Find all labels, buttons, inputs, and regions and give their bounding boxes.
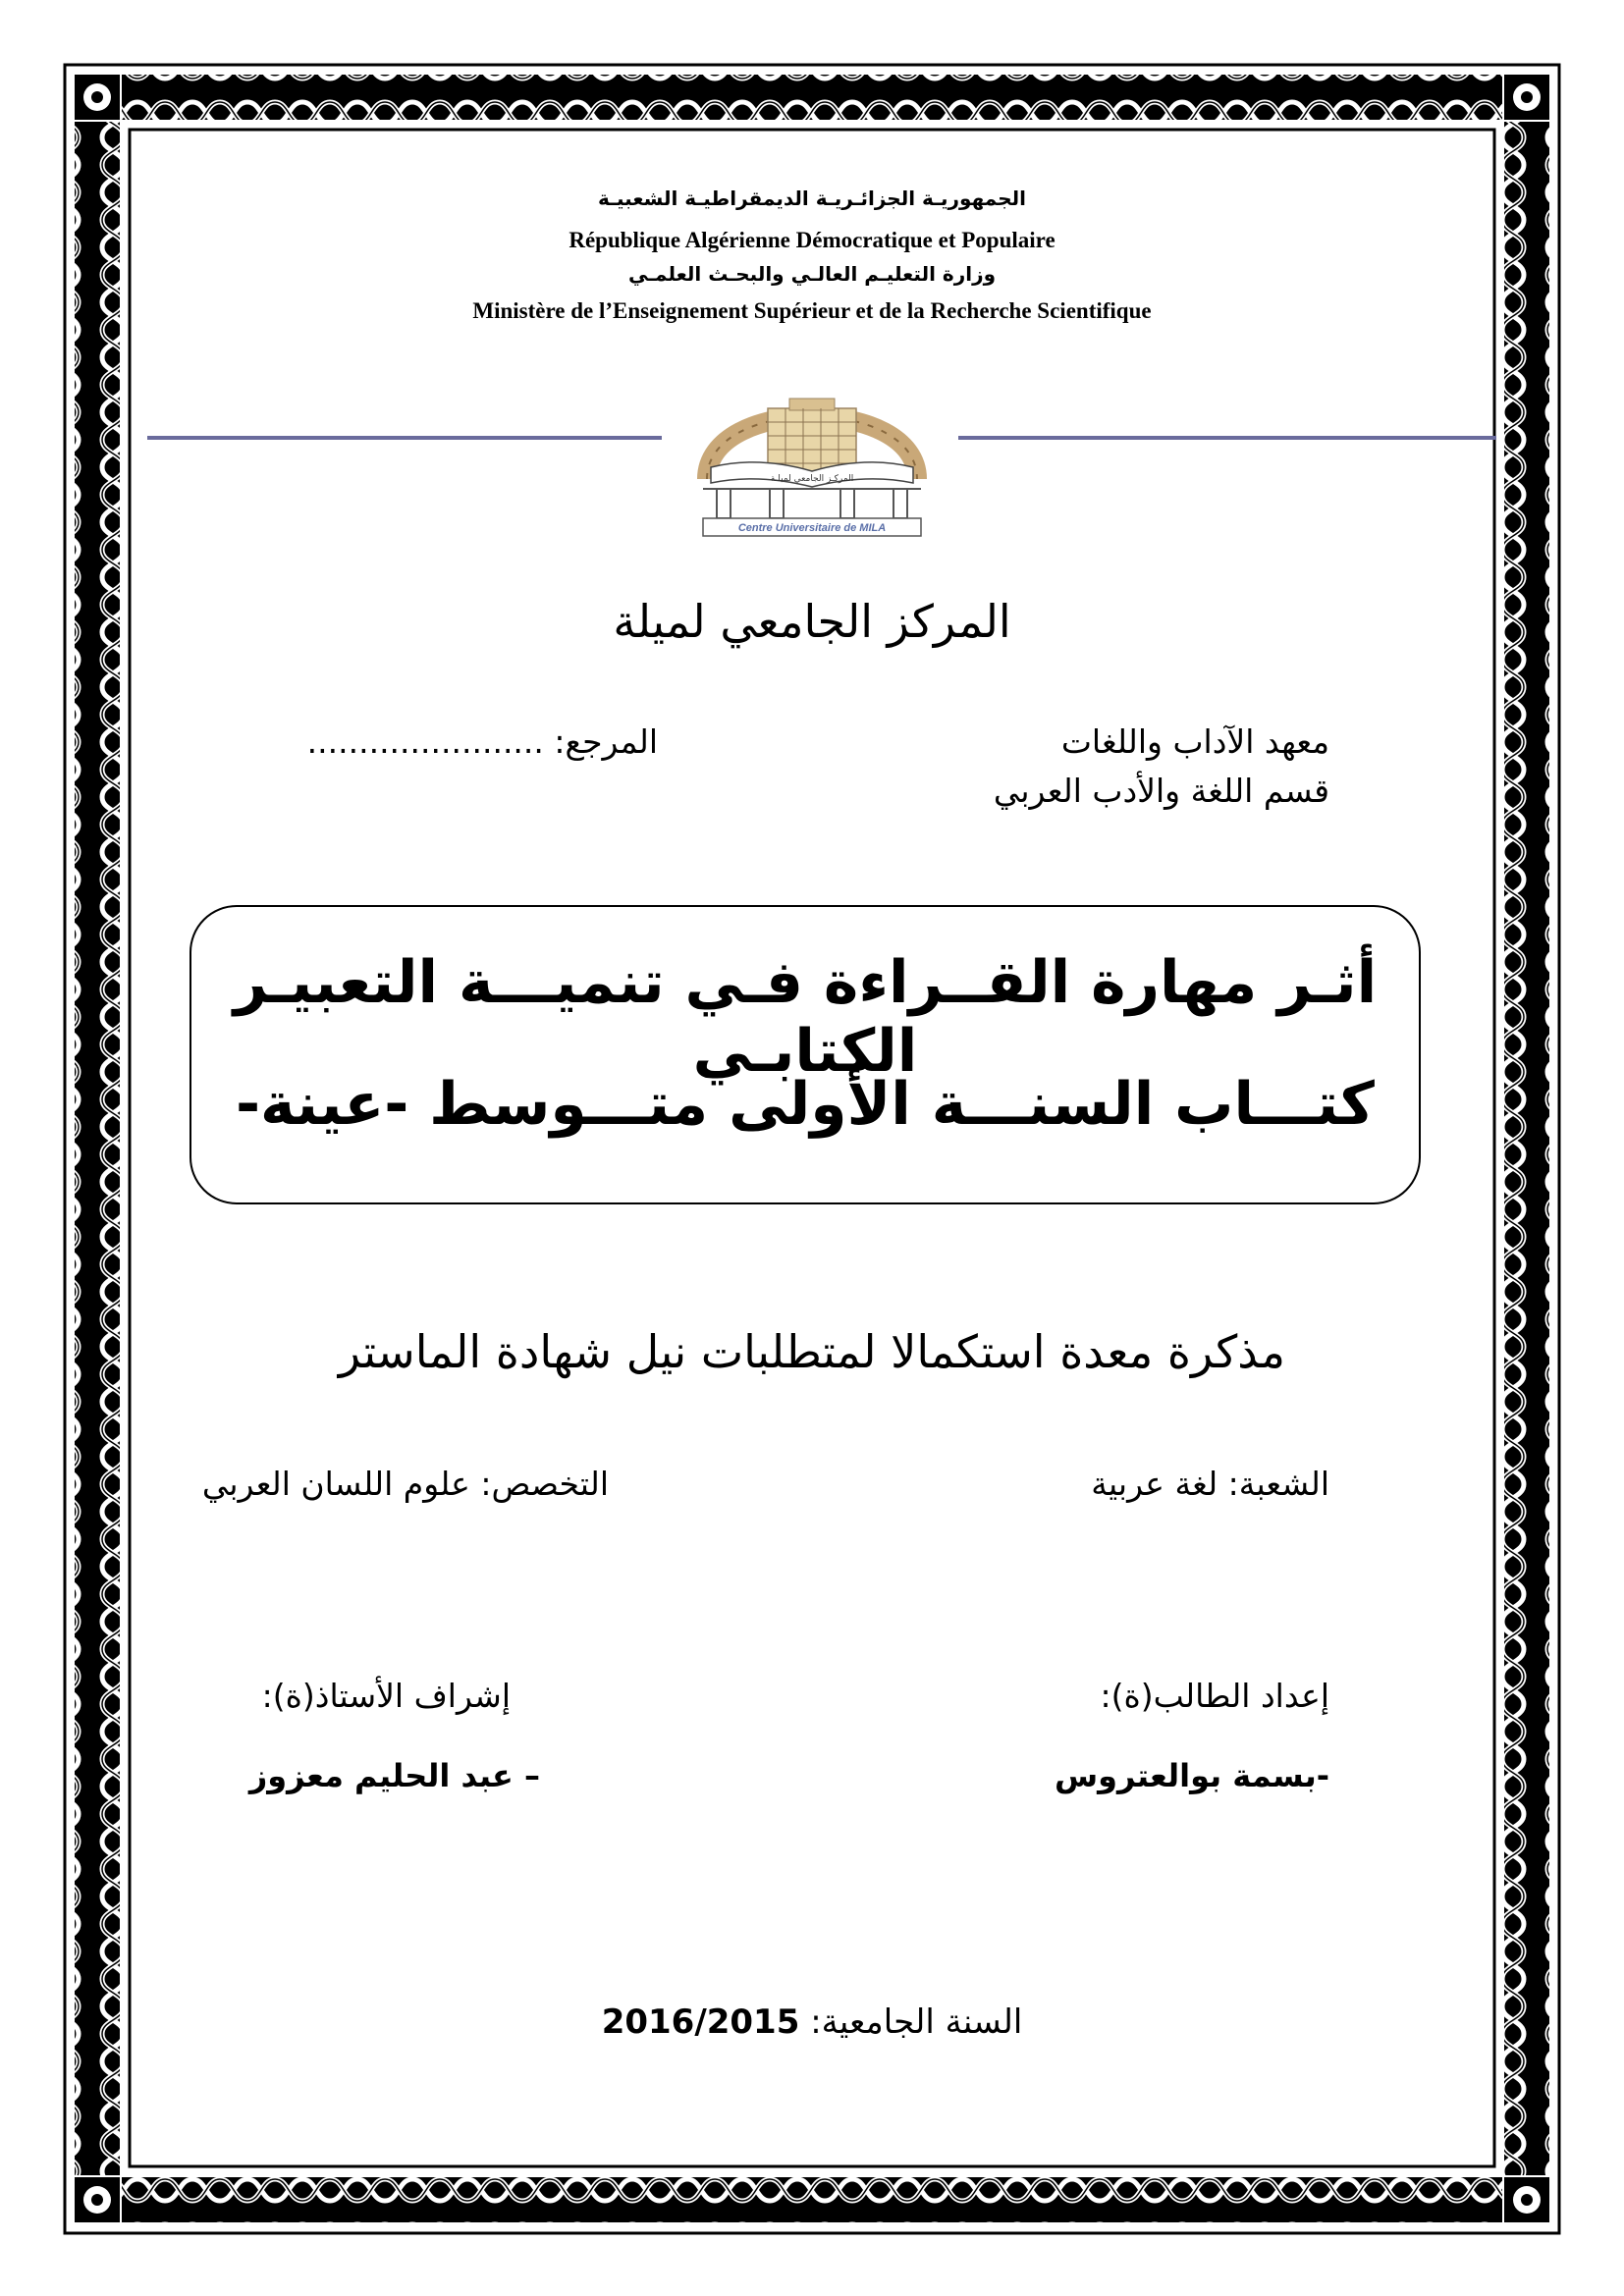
institute-name: معهد الآداب واللغات [1060, 722, 1329, 761]
student-name: -بسمة بوالعتروس [1055, 1757, 1329, 1794]
ministry-name-french: Ministère de l’Enseignement Supérieur et de la Recherche Scientifique [472, 298, 1152, 323]
logo-caption: Centre Universitaire de MILA [737, 522, 887, 534]
thesis-title-line-1: أثـر مهارة القــراءة فـي تنميـــة التعبيـر الكتابـي [233, 948, 1378, 1086]
specialty-field: التخصص: علوم اللسان العربي [201, 1465, 609, 1503]
university-logo [689, 361, 935, 540]
header-divider-right [958, 436, 1496, 440]
reference-field: المرجع: ....................... [306, 722, 658, 761]
academic-year-value: 2016/2015 [601, 2002, 800, 2042]
branch-field: الشعبة: لغة عربية [1091, 1465, 1329, 1503]
institution-name: المركز الجامعي لميلة [613, 595, 1011, 648]
republic-name-french: République Algérienne Démocratique et Populaire [568, 228, 1056, 252]
memo-statement: مذكرة معدة استكمالا لمتطلبات نيل شهادة الماستر [338, 1325, 1286, 1378]
header-divider-left [147, 436, 662, 440]
logo-emblem-icon [689, 361, 935, 540]
department-name: قسم اللغة والأدب العربي [993, 772, 1329, 810]
supervisor-name: – عبد الحليم معزوز [248, 1757, 540, 1794]
thesis-title-box [189, 905, 1421, 1204]
prepared-by-label: إعداد الطالب(ة): [1100, 1677, 1329, 1715]
republic-name-arabic: الجمهوريـة الجزائـريـة الديمقراطيـة الشعبيـة [598, 187, 1026, 210]
logo-inner-text: المركـز الجامعي لميلـة [770, 474, 854, 484]
ministry-name-arabic: وزارة التعليـم العالـي والبحـث العلمـي [627, 262, 997, 286]
supervisor-label: إشراف الأستاذ(ة): [261, 1677, 511, 1715]
academic-year-label: السنة الجامعية: [810, 2002, 1023, 2042]
thesis-title-line-2: كتـــاب السنـــة الأولى متـــوسط -عينة- [236, 1070, 1375, 1139]
academic-year-line [0, 2002, 1624, 2042]
